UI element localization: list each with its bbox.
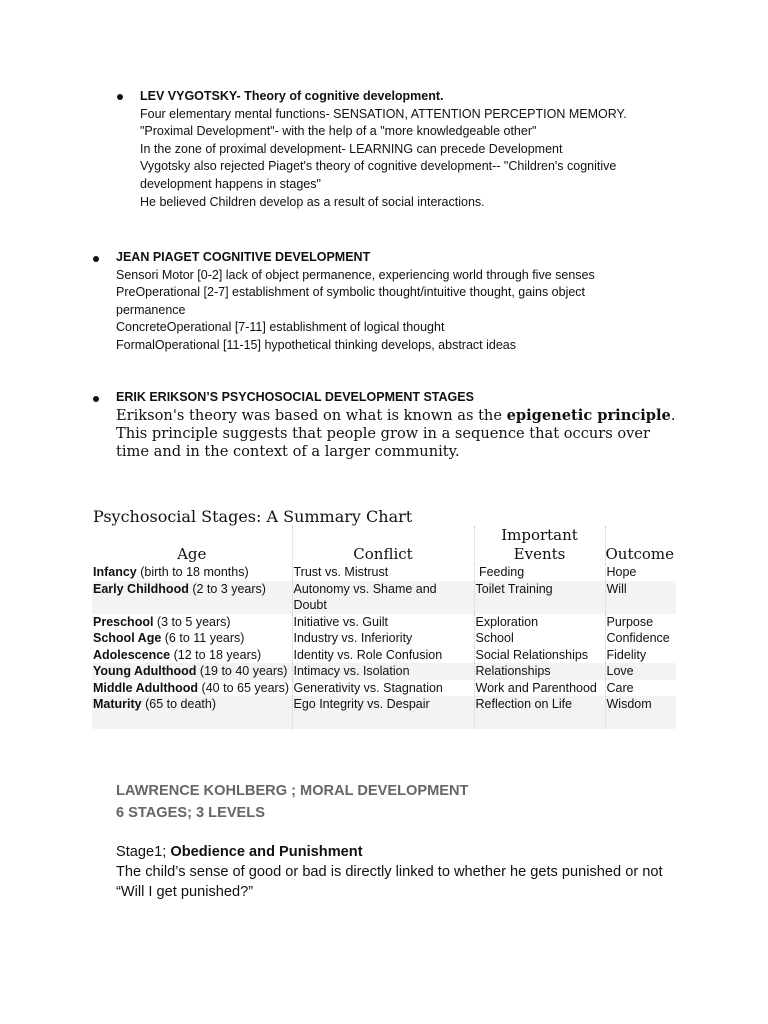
vygotsky-line: "Proximal Development"- with the help of a "more knowledgeable other" — [140, 124, 537, 139]
vygotsky-line: In the zone of proximal development- LEARNING can precede Development — [140, 141, 563, 156]
cell-outcome: Love — [605, 663, 676, 680]
kohlberg-heading — [116, 780, 468, 824]
erikson-title-wrap — [116, 389, 474, 407]
cell-events: Reflection on Life — [474, 696, 605, 729]
cell-outcome: Purpose — [606, 614, 654, 629]
header-events: Important Events — [474, 526, 605, 564]
bullet-vygotsky — [117, 94, 123, 100]
vygotsky-line: He believed Children develop as a result of social interactions. — [140, 194, 485, 209]
cell-events: Relationships — [474, 663, 605, 680]
piaget-section — [116, 249, 595, 355]
cell-outcome: Wisdom — [605, 696, 676, 729]
stage-name: Obedience and Punishment — [170, 844, 363, 860]
cell-outcome: Confidence — [606, 631, 670, 645]
erikson-para-before: Erikson's theory was based on what is known as the — [116, 407, 507, 424]
summary-chart-title: Psychosocial Stages: A Summary Chart — [93, 507, 413, 526]
vygotsky-line: development happens in stages" — [140, 176, 321, 191]
piaget-line: PreOperational [2-7] establishment of symbolic thought/intuitive thought, gains object — [116, 285, 586, 300]
table-row — [92, 564, 676, 581]
epigenetic-principle-term: epigenetic principle — [506, 407, 671, 424]
cell-age: Middle Adulthood (40 to 65 years) — [92, 680, 292, 697]
table-row — [92, 614, 676, 631]
erikson-paragraph — [116, 407, 676, 461]
kohlberg-stage-1 — [116, 842, 676, 902]
vygotsky-title: LEV VYGOTSKY- Theory of cognitive development. — [140, 89, 444, 103]
piaget-line: Sensori Motor [0-2] lack of object permanence, experiencing world through five senses — [116, 267, 595, 282]
piaget-line: permanence — [116, 302, 186, 317]
cell-events: Feeding — [474, 564, 605, 581]
table-header-row — [92, 526, 676, 564]
psychosocial-stages-table — [92, 526, 676, 729]
cell-events: Work and Parenthood — [474, 680, 605, 697]
cell-age: Early Childhood (2 to 3 years) — [92, 581, 292, 614]
cell-conflict: Intimacy vs. Isolation — [292, 663, 474, 680]
piaget-line: FormalOperational [11-15] hypothetical thinking develops, abstract ideas — [116, 337, 516, 352]
cell-conflict: Generativity vs. Stagnation — [292, 680, 474, 697]
cell-age: School Age (6 to 11 years) — [92, 630, 292, 647]
cell-conflict: Ego Integrity vs. Despair — [292, 696, 474, 729]
cell-conflict: Identity vs. Role Confusion — [292, 647, 474, 664]
erikson-title: ERIK ERIKSON’S PSYCHOSOCIAL DEVELOPMENT STAGES — [116, 390, 474, 404]
cell-events: School — [474, 630, 605, 647]
table-row — [92, 630, 676, 647]
cell-conflict: Autonomy vs. Shame and Doubt — [292, 581, 474, 614]
vygotsky-line: Vygotsky also rejected Piaget's theory of cognitive development-- "Children's cognitive — [140, 159, 617, 174]
header-outcome: Outcome — [605, 544, 675, 563]
bullet-piaget — [93, 256, 99, 262]
cell-age: Maturity (65 to death) — [92, 696, 292, 729]
cell-events: Social Relationships — [474, 647, 605, 664]
cell-events: Exploration — [474, 614, 605, 631]
cell-conflict: Trust vs. Mistrust — [292, 564, 474, 581]
cell-outcome: Fidelity — [606, 647, 647, 662]
cell-outcome: Hope — [606, 565, 637, 579]
cell-age: Infancy (birth to 18 months) — [92, 564, 292, 581]
header-age: Age — [92, 526, 292, 564]
cell-conflict: Initiative vs. Guilt — [292, 614, 474, 631]
stage-prefix: Stage1; — [116, 844, 171, 860]
cell-events: Toilet Training — [474, 581, 605, 614]
cell-age: Adolescence (12 to 18 years) — [92, 647, 292, 664]
piaget-line: ConcreteOperational [7-11] establishment of logical thought — [116, 320, 445, 335]
piaget-title: JEAN PIAGET COGNITIVE DEVELOPMENT — [116, 250, 371, 264]
bullet-erikson — [93, 396, 99, 402]
cell-outcome: Care — [606, 680, 634, 695]
table-row — [92, 647, 676, 664]
erikson-para-after: . This principle suggests that people grow in a sequence that occurs over time and in the context of a larger community. — [116, 407, 676, 460]
header-conflict: Conflict — [292, 526, 474, 564]
table-row — [92, 696, 676, 729]
cell-age: Young Adulthood (19 to 40 years) — [92, 663, 292, 680]
vygotsky-section — [140, 88, 627, 211]
stage-heading — [116, 842, 676, 862]
stage-description: The child’s sense of good or bad is directly linked to whether he gets punished or not “Will I get punished?” — [116, 864, 663, 900]
table-row — [92, 663, 676, 680]
table-row — [92, 680, 676, 697]
cell-conflict: Industry vs. Inferiority — [292, 630, 474, 647]
kohlberg-title: LAWRENCE KOHLBERG ; MORAL DEVELOPMENT — [116, 783, 469, 799]
table-row — [92, 581, 676, 614]
cell-age: Preschool (3 to 5 years) — [92, 614, 292, 631]
cell-outcome: Will — [605, 581, 676, 614]
kohlberg-subtitle: 6 STAGES; 3 LEVELS — [116, 805, 265, 821]
vygotsky-line: Four elementary mental functions- SENSATION, ATTENTION PERCEPTION MEMORY. — [140, 106, 627, 121]
